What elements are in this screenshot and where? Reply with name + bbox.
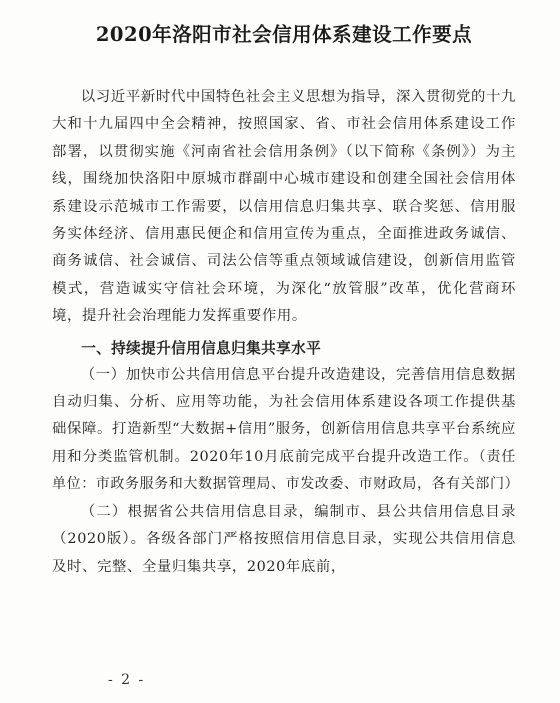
item-1-text: （一）加快市公共信用信息平台提升改造建设，完善信用信息数据自动归集、分析、应用等功能，为社会信用体系建设各项工作提供基础保障。打造新型“大数据+信用”服务，创新信用信息共享平台系统应用和分类监管机制。2020年10月底前完成平台提升改造工作。 [52, 366, 516, 465]
document-title: 2020年洛阳市社会信用体系建设工作要点 [95, 23, 473, 46]
section-1-item-1 [52, 362, 520, 499]
page-number: - 2 - [108, 672, 146, 688]
intro-paragraph: 以习近平新时代中国特色社会主义思想为指导，深入贯彻党的十九大和十九届四中全会精神，按照国家、省、市社会信用体系建设工作部署，以贯彻实施《河南省社会信用条例》（以下简称《条例》）为主线，围绕加快洛阳中原城市群副中心城市建设和创建全国社会信用体系建设示范城市工作需要，以信用信息归集共享、联合奖惩、信用服务实体经济、信用惠民便企和信用宣传为重点，全面推进政务诚信、商务诚信、社会诚信、司法公信等重点领域诚信建设，创新信用监管模式，营造诚实守信社会环境，为深化“放管服”改革，优化营商环境，提升社会治理能力发挥重要作用。 [52, 89, 516, 325]
section-heading-1: 一、持续提升信用信息归集共享水平 [81, 339, 322, 357]
section-1-item-2: （二）根据省公共信用信息目录，编制市、县公共信用信息目录（2020版）。各级各部门严格按照信用信息目录，实现公共信用信息及时、完整、全量归集共享，2020年底前， [52, 503, 516, 575]
item-1-responsible: （责任单位：市政务服务和大数据管理局、市发改委、市财政局，各有关部门） [52, 448, 520, 493]
